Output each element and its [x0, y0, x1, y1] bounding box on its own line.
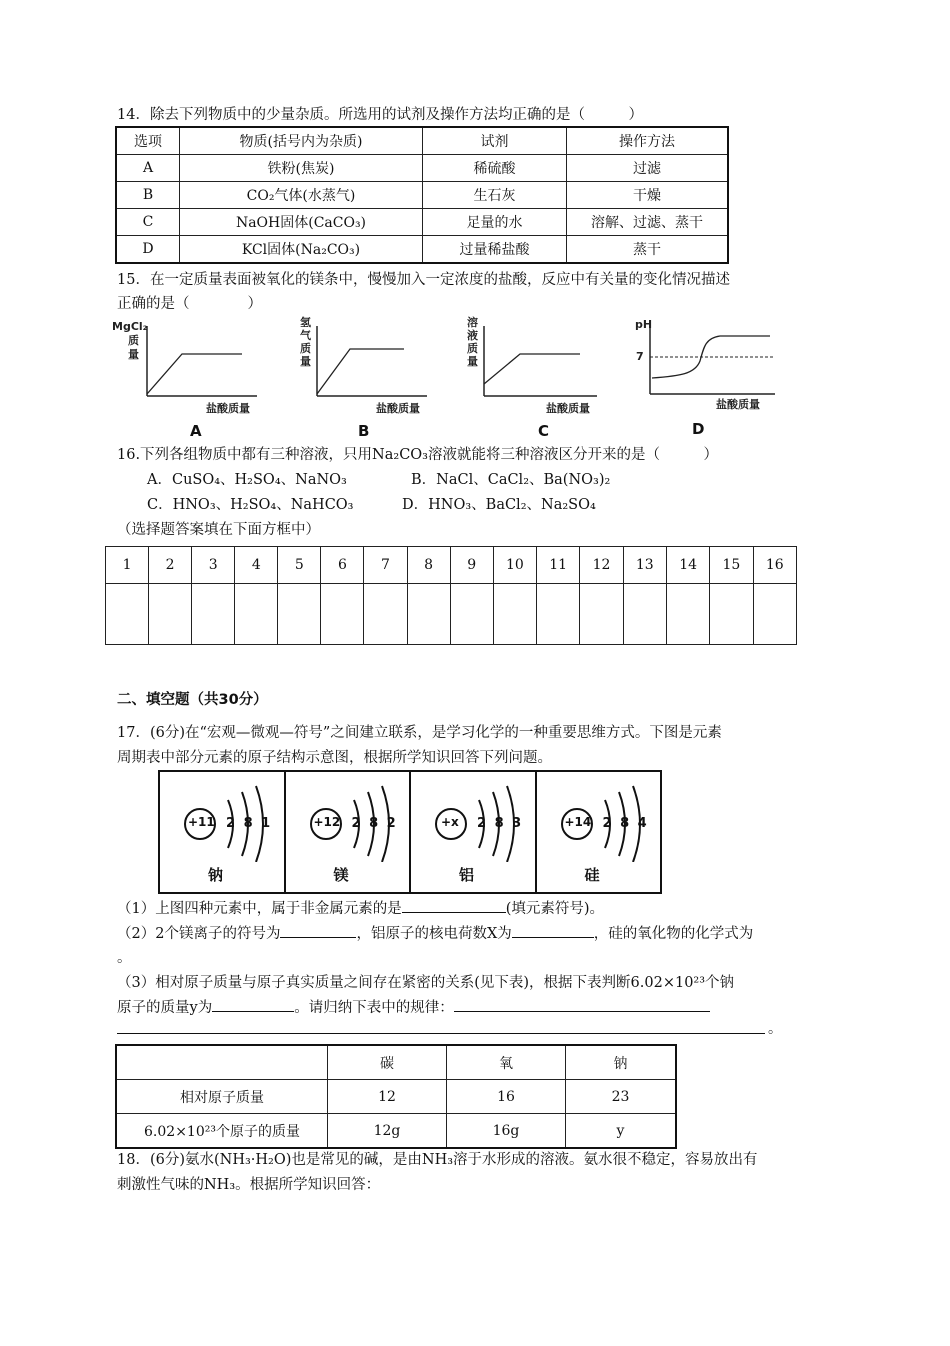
atom-silicon: [537, 772, 661, 892]
q17-sub3-end: 。: [768, 1021, 782, 1037]
atom-sodium: [160, 772, 286, 892]
answer-box[interactable]: [537, 584, 580, 645]
q14-cell: KCl固体(Na₂CO₃): [180, 236, 423, 264]
q14-cell: B: [116, 182, 180, 209]
graph-c-xlabel: 盐酸质量: [546, 402, 590, 415]
answer-blank[interactable]: [402, 898, 506, 913]
q17-sub3-text: 原子的质量y为: [117, 1000, 213, 1016]
q14-header: 试剂: [423, 127, 567, 155]
q16-text: 16.下列各组物质中都有三种溶液，只用Na₂CO₃溶液就能将三种溶液区分开来的是（ ）: [117, 447, 718, 463]
q18-line1: 18．(6分)氨水(NH₃·H₂O)也是常见的碱，是由NH₃溶于水形成的溶液。氨水很不稳定，容易放出有: [117, 1152, 758, 1168]
table3-cell: 12g: [328, 1114, 447, 1149]
graph-c: [452, 316, 612, 441]
graph-b-letter: B: [358, 422, 370, 440]
q16-option-c: C．HNO₃、H₂SO₄、NaHCO₃: [147, 497, 354, 513]
answer-number: 16: [753, 547, 796, 584]
q14-header: 操作方法: [567, 127, 729, 155]
q14-cell: 铁粉(焦炭): [180, 155, 423, 182]
table3-cell: 23: [566, 1080, 677, 1114]
table3-cell: 相对原子质量: [116, 1080, 328, 1114]
q14-header: 物质(括号内为杂质): [180, 127, 423, 155]
graph-b: [282, 316, 442, 441]
answer-box[interactable]: [106, 584, 149, 645]
q15-line1: 15．在一定质量表面被氧化的镁条中，慢慢加入一定浓度的盐酸，反应中有关量的变化情况描述: [117, 272, 730, 288]
answer-blank[interactable]: [212, 997, 294, 1012]
q17-sub1: [117, 897, 604, 918]
table3-cell: 16g: [447, 1114, 566, 1149]
answer-box[interactable]: [192, 584, 235, 645]
graph-a-ylabel: 质 量: [128, 334, 139, 361]
graph-a-ylabel-top: MgCl₂: [112, 320, 148, 333]
answer-number: 5: [278, 547, 321, 584]
atom-nucleus: +12: [313, 815, 341, 829]
atom-structure-figure: [158, 770, 662, 894]
atom-magnesium: [286, 772, 412, 892]
q17-sub2-end: 。: [117, 950, 132, 966]
table3-header: 碳: [328, 1045, 447, 1080]
q14-table: [115, 126, 729, 264]
section-title: 二、填空题（共30分）: [117, 692, 268, 708]
q14-cell: 蒸干: [567, 236, 729, 264]
answer-box[interactable]: [623, 584, 666, 645]
atom-shells: 2 8 3: [477, 816, 522, 831]
q16-option-a: A．CuSO₄、H₂SO₄、NaNO₃: [147, 472, 347, 488]
q14-cell: 稀硫酸: [423, 155, 567, 182]
table3-cell: 12: [328, 1080, 447, 1114]
q14-cell: CO₂气体(水蒸气): [180, 182, 423, 209]
answer-blank[interactable]: [512, 923, 594, 938]
answer-number: 3: [192, 547, 235, 584]
answer-box[interactable]: [235, 584, 278, 645]
q14-cell: 过量稀盐酸: [423, 236, 567, 264]
answer-number: 4: [235, 547, 278, 584]
answer-blank[interactable]: [454, 997, 710, 1012]
graph-a: [112, 316, 272, 441]
q17-sub3-line2: [117, 996, 710, 1017]
answer-number: 13: [623, 547, 666, 584]
graph-a-letter: A: [190, 422, 202, 440]
graph-d-axes: [630, 316, 790, 416]
q14-cell: 生石灰: [423, 182, 567, 209]
answer-number: 14: [666, 547, 709, 584]
q14-cell: 干燥: [567, 182, 729, 209]
atom-nucleus: +14: [564, 815, 592, 829]
atom-nucleus: +x: [441, 815, 459, 829]
q17-sub1-text: （1）上图四种元素中，属于非金属元素的是: [117, 901, 402, 917]
q17-sub2-text: （2）2个镁离子的符号为: [117, 926, 281, 942]
q14-cell: 过滤: [567, 155, 729, 182]
q14-cell: D: [116, 236, 180, 264]
answer-number: 12: [580, 547, 623, 584]
answer-box[interactable]: [407, 584, 450, 645]
answer-number: 6: [321, 547, 364, 584]
atomic-mass-table: [115, 1044, 677, 1149]
answer-blank[interactable]: [280, 923, 356, 938]
q17-sub3-mid: 。请归纳下表中的规律：: [294, 1000, 454, 1016]
q17-sub2-tail: ，硅的氧化物的化学式为: [593, 926, 754, 942]
answer-box[interactable]: [493, 584, 536, 645]
answer-box[interactable]: [321, 584, 364, 645]
table3-header: 钠: [566, 1045, 677, 1080]
atom-shells: 2 8 2: [351, 816, 396, 831]
graph-d-ylabel-top: pH: [635, 318, 653, 331]
q17-sub3-line1: （3）相对原子质量与原子真实质量之间存在紧密的关系(见下表)，根据下表判断6.02×10²³个钠: [117, 975, 735, 991]
answer-table: [105, 546, 797, 645]
atom-name: 钠: [208, 866, 224, 884]
q14-cell: 溶解、过滤、蒸干: [567, 209, 729, 236]
atom-nucleus: +11: [188, 815, 215, 829]
graph-d: [630, 316, 790, 441]
atom-aluminum: [411, 772, 537, 892]
atom-name: 硅: [584, 866, 600, 884]
answer-box[interactable]: [278, 584, 321, 645]
answer-number: 11: [537, 547, 580, 584]
answer-blank-long[interactable]: [117, 1033, 765, 1034]
q14-cell: NaOH固体(CaCO₃): [180, 209, 423, 236]
graph-a-xlabel: 盐酸质量: [206, 402, 250, 415]
q14-cell: 足量的水: [423, 209, 567, 236]
q17-sub1-tail: (填元素符号)。: [505, 901, 605, 917]
q17-line1: 17．(6分)在“宏观—微观—符号”之间建立联系，是学习化学的一种重要思维方式。下图是元素: [117, 725, 722, 741]
graph-d-xlabel: 盐酸质量: [716, 398, 760, 411]
answer-number: 1: [106, 547, 149, 584]
answer-number: 15: [710, 547, 753, 584]
answer-box[interactable]: [666, 584, 709, 645]
answer-box[interactable]: [710, 584, 753, 645]
table3-cell: 6.02×10²³个原子的质量: [116, 1114, 328, 1149]
q17-line2: 周期表中部分元素的原子结构示意图，根据所学知识回答下列问题。: [117, 750, 552, 766]
q16-note: （选择题答案填在下面方框中）: [117, 522, 320, 538]
graph-d-ylabel: 7: [636, 350, 644, 363]
table3-header: [116, 1045, 328, 1080]
answer-number: 8: [407, 547, 450, 584]
graph-d-letter: D: [692, 420, 705, 438]
answer-box[interactable]: [753, 584, 796, 645]
q16-option-d: D．HNO₃、BaCl₂、Na₂SO₄: [402, 497, 596, 513]
q14-header: 选项: [116, 127, 180, 155]
answer-box[interactable]: [364, 584, 407, 645]
q14-cell: C: [116, 209, 180, 236]
answer-box[interactable]: [149, 584, 192, 645]
table3-header: 氧: [447, 1045, 566, 1080]
atom-name: 铝: [459, 866, 475, 884]
answer-number: 2: [149, 547, 192, 584]
q17-sub2: [117, 922, 753, 943]
q14-cell: A: [116, 155, 180, 182]
atom-shells: 2 8 4: [602, 816, 647, 831]
graph-c-letter: C: [538, 422, 550, 440]
q18-line2: 刺激性气味的NH₃。根据所学知识回答：: [117, 1177, 381, 1193]
q15-line2: 正确的是（ ）: [117, 296, 262, 312]
answer-number: 9: [450, 547, 493, 584]
atom-shells: 2 8 1: [226, 816, 271, 831]
graph-c-ylabel: 溶 液 质 量: [467, 316, 478, 368]
graph-b-xlabel: 盐酸质量: [376, 402, 420, 415]
answer-box[interactable]: [450, 584, 493, 645]
table3-cell: 16: [447, 1080, 566, 1114]
answer-box[interactable]: [580, 584, 623, 645]
atom-name: 镁: [333, 866, 349, 884]
answer-number: 10: [493, 547, 536, 584]
q17-sub2-mid: ，铝原子的核电荷数X为: [356, 926, 512, 942]
table3-cell: y: [566, 1114, 677, 1149]
graph-b-ylabel: 氢 气 质 量: [300, 316, 311, 368]
answer-number: 7: [364, 547, 407, 584]
q16-option-b: B．NaCl、CaCl₂、Ba(NO₃)₂: [411, 472, 611, 488]
q14-text: 14．除去下列物质中的少量杂质。所选用的试剂及操作方法均正确的是（ ）: [117, 107, 643, 123]
